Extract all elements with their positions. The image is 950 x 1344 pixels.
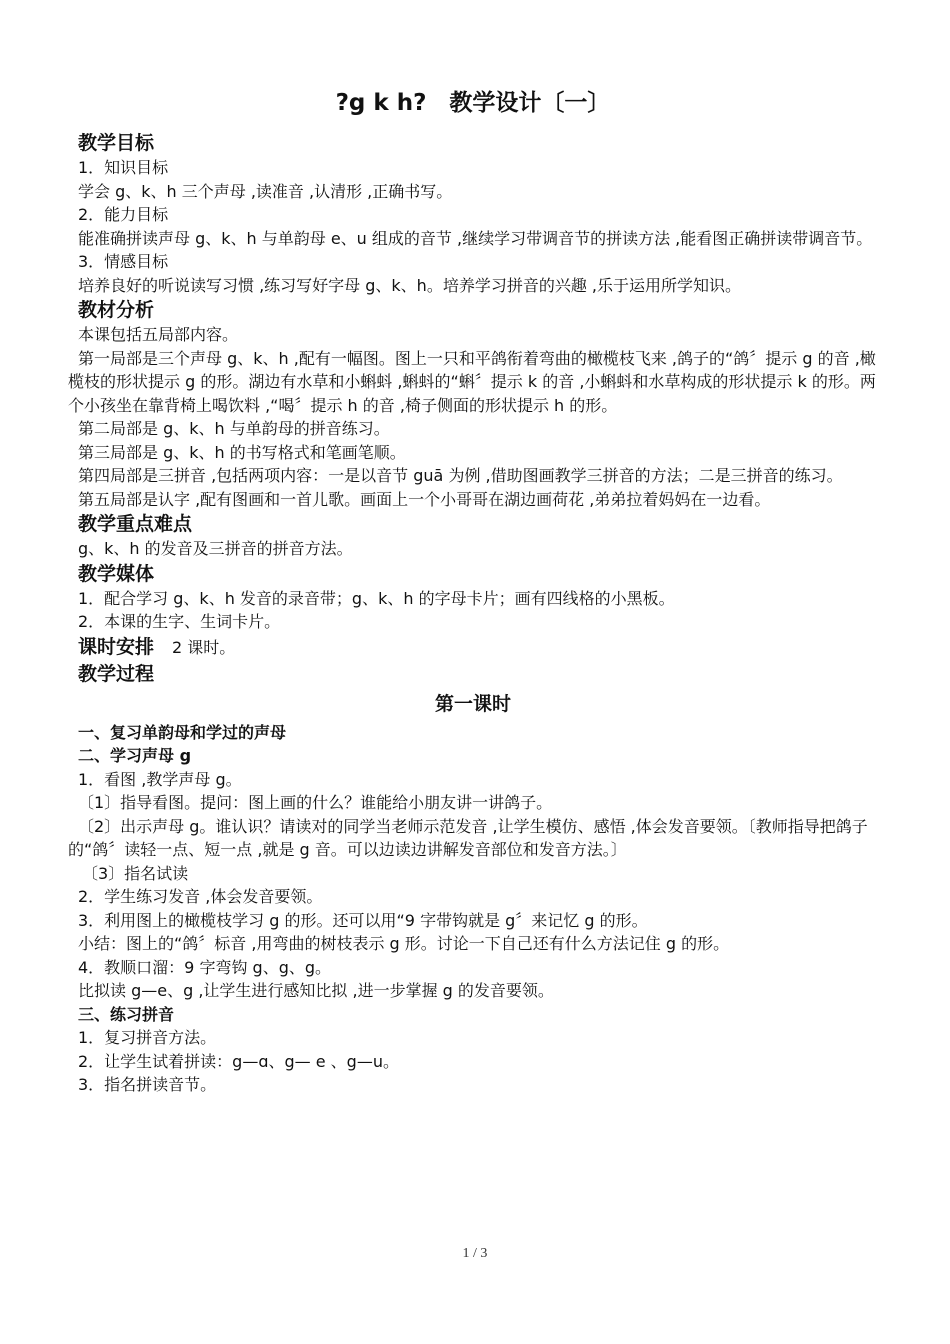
goal-ability-text: 能准确拼读声母 g、k、h 与单韵母 e、u 组成的音节 ,继续学习带调音节的拼读方法 ,能看图正确拼读带调音节。 bbox=[78, 228, 873, 248]
schedule-value: 2 课时。 bbox=[172, 637, 236, 657]
page-number: 1 / 3 bbox=[462, 1246, 488, 1261]
goal-emotion-label: 3．情感目标 bbox=[78, 252, 169, 271]
step-1-heading: 一、复习单韵母和学过的声母 bbox=[78, 722, 287, 742]
step-2-sub-2: 〔2〕出示声母 g。谁认识？请读对的同学当老师示范发音 ,让学生模仿、感悟 ,体会发音要领。〔教师指导把鸽子的“鸽〞读轻一点、短一点 ,就是 g 音。可以边读边讲解发音部位和发音方法。〕 bbox=[68, 816, 868, 859]
heading-key-points: 教学重点难点 bbox=[78, 513, 193, 535]
media-item-2: 2．本课的生字、生词卡片。 bbox=[78, 612, 281, 631]
analysis-part4: 第四局部是三拼音 ,包括两项内容：一是以音节 guā 为例 ,借助图画教学三拼音的方法；二是三拼音的练习。 bbox=[78, 466, 843, 485]
step-3-item-3: 3．指名拼读音节。 bbox=[78, 1075, 217, 1094]
heading-process: 教学过程 bbox=[78, 662, 155, 685]
step-2-sub-3: 〔3〕指名试读 bbox=[82, 863, 189, 883]
analysis-part3: 第三局部是 g、k、h 的书写格式和笔画笔顺。 bbox=[78, 442, 406, 462]
step-2-item-1: 1．看图 ,教学声母 g。 bbox=[78, 769, 242, 789]
heading-goals: 教学目标 bbox=[78, 132, 155, 154]
heading-media: 教学媒体 bbox=[78, 562, 155, 585]
document-title: ?g k h? 教学设计〔一〕 bbox=[335, 90, 611, 116]
media-item-1: 1．配合学习 g、k、h 发音的录音带；g、k、h 的字母卡片；画有四线格的小黑板。 bbox=[78, 588, 675, 608]
step-3-item-2: 2．让学生试着拼读：g—ɑ、g— e 、g—u。 bbox=[78, 1051, 399, 1071]
document-page bbox=[68, 86, 878, 1097]
analysis-part1: 第一局部是三个声母 g、k、h ,配有一幅图。图上一只和平鸽衔着弯曲的橄榄枝飞来 ,鸽子的“鸽〞提示 g 的音 ,橄榄枝的形状提示 g 的形。湖边有水草和小蝌蚪 ,蝌蚪的“蝌〞提示 k 的音 ,小蝌蚪和水草构成的形状提示 k 的形。两个小孩坐在靠背椅上喝饮料 ,“喝〞提示 h 的音 ,椅子侧面的形状提示 h 的形。 bbox=[68, 348, 876, 415]
goal-emotion-text: 培养良好的听说读写习惯 ,练习写好字母 g、k、h。培养学习拼音的兴趣 ,乐于运用所学知识。 bbox=[78, 275, 741, 295]
heading-schedule: 课时安排 bbox=[78, 635, 155, 658]
schedule-row bbox=[68, 634, 878, 661]
goal-knowledge-label: 1．知识目标 bbox=[78, 158, 169, 177]
step-2-sub-1: 〔1〕指导看图。提问：图上画的什么？谁能给小朋友讲一讲鸽子。 bbox=[78, 793, 553, 812]
analysis-intro: 本课包括五局部内容。 bbox=[78, 325, 239, 344]
lesson-heading: 第一课时 bbox=[434, 692, 511, 715]
goal-ability-label: 2．能力目标 bbox=[78, 205, 169, 224]
analysis-part5: 第五局部是认字 ,配有图画和一首儿歌。画面上一个小哥哥在湖边画荷花 ,弟弟拉着妈妈在一边看。 bbox=[78, 489, 771, 509]
step-2-item-3: 3．利用图上的橄榄枝学习 g 的形。还可以用“9 字带钩就是 g〞来记忆 g 的形。 bbox=[78, 910, 648, 930]
step-2-heading: 二、学习声母 g bbox=[78, 746, 192, 765]
step-2-item-4: 4．教顺口溜：9 字弯钩 g、g、g。 bbox=[78, 957, 332, 977]
key-points-text: g、k、h 的发音及三拼音的拼音方法。 bbox=[78, 539, 353, 558]
step-2-item-2: 2．学生练习发音 ,体会发音要领。 bbox=[78, 887, 323, 906]
step-2-compare: 比拟读 g—e、g ,让学生进行感知比拟 ,进一步掌握 g 的发音要领。 bbox=[78, 981, 554, 1000]
step-3-item-1: 1．复习拼音方法。 bbox=[78, 1028, 217, 1047]
step-2-summary: 小结：图上的“鸽〞标音 ,用弯曲的树枝表示 g 形。讨论一下自己还有什么方法记住 g 的形。 bbox=[78, 934, 730, 953]
goal-knowledge-text: 学会 g、k、h 三个声母 ,读准音 ,认清形 ,正确书写。 bbox=[78, 181, 453, 201]
heading-analysis: 教材分析 bbox=[78, 299, 155, 321]
step-3-heading: 三、练习拼音 bbox=[78, 1004, 175, 1024]
analysis-part2: 第二局部是 g、k、h 与单韵母的拼音练习。 bbox=[78, 419, 390, 438]
